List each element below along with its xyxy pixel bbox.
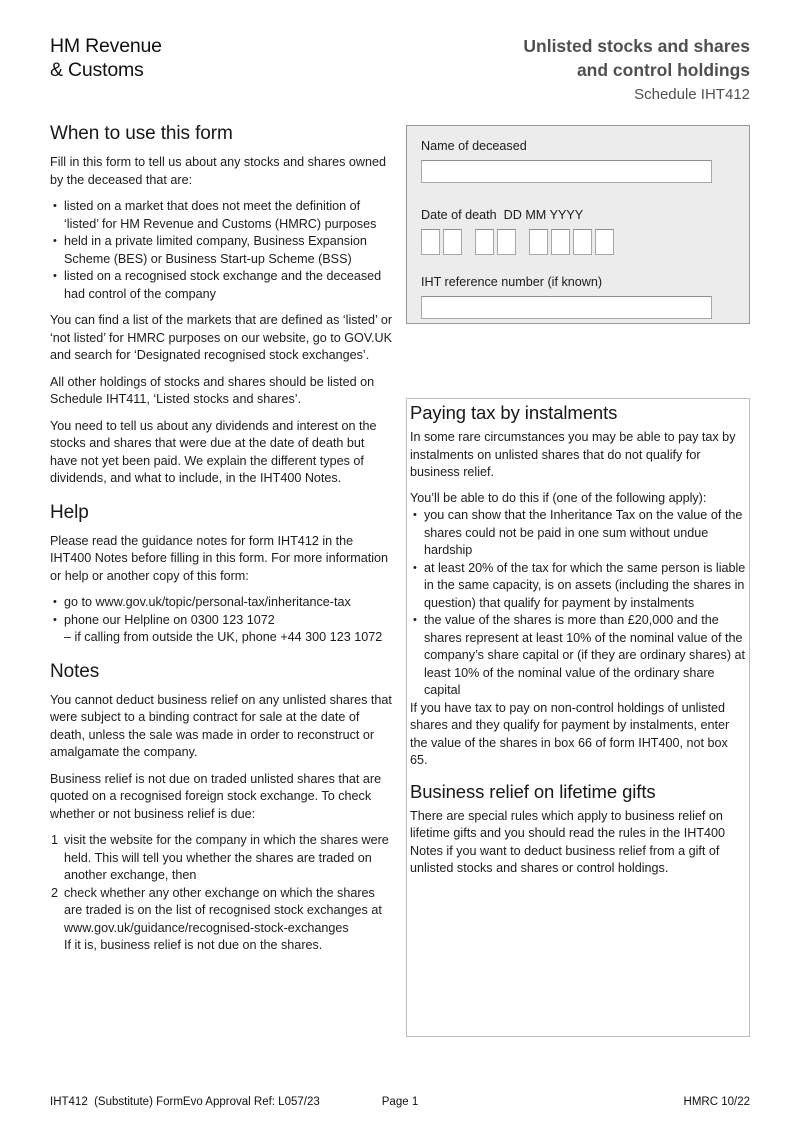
section-heading: When to use this form	[50, 123, 233, 144]
paragraph: In some rare circumstances you may be able to pay tax by instalments on unlisted shares that do not qualify for business relief.	[410, 430, 736, 479]
bullet-item: • held in a private limited company, Business Expansion Scheme (BES) or Business Start-up Scheme (BSS)	[50, 233, 394, 268]
date-year-digit1[interactable]	[529, 229, 548, 255]
bullet-item: • at least 20% of the tax for which the same person is liable in the same capacity, is on assets (including the shares in question) that qualify for payment by instalments	[410, 560, 746, 613]
name-of-deceased-label: Name of deceased	[421, 139, 527, 153]
title-line2: and control holdings	[576, 60, 750, 80]
left-column	[50, 120, 394, 968]
date-day-digit2[interactable]	[443, 229, 462, 255]
page-footer	[50, 1096, 750, 1112]
item-number: 1	[51, 833, 59, 847]
paragraph: If you have tax to pay on non-control holdings of unlisted shares and they qualify for payment by instalments, enter the value of the shares in box 66 of form IHT400, not box 65.	[410, 700, 730, 767]
date-year-digit2[interactable]	[551, 229, 570, 255]
date-format-hint: DD MM YYYY	[503, 208, 584, 222]
footer-version: HMRC 10/22	[683, 1096, 750, 1108]
iht-reference-input[interactable]	[421, 296, 712, 319]
section-notes	[50, 660, 394, 955]
bullet-item: • the value of the shares is more than £20,000 and the shares represent at least 10% of the nominal value of the company’s share capital or (if they are ordinary shares) at least 10% of the nominal value of the ordinary share capital	[410, 612, 746, 700]
bullet-item: • listed on a market that does not meet the definition of ‘listed’ for HM Revenue and Customs (HMRC) purposes	[50, 198, 394, 233]
logo-line1: HM Revenue	[50, 35, 162, 57]
paragraph: Please read the guidance notes for form IHT412 in the IHT400 Notes before filling in this form. For more information or help or another copy of this form:	[50, 533, 389, 583]
section-heading: Paying tax by instalments	[410, 402, 618, 423]
date-day-digit1[interactable]	[421, 229, 440, 255]
date-of-death-inputs	[421, 229, 735, 255]
item-text-continued: If it is, business relief is not due on the shares.	[64, 938, 323, 952]
bullet-item: • go to www.gov.uk/topic/personal-tax/inheritance-tax	[50, 594, 394, 612]
paragraph: You need to tell us about any dividends and interest on the stocks and shares that were due at the date of death but have not yet been paid. We explain the different types of dividends, and what to include, in the IHT400 Notes.	[50, 418, 377, 485]
spacer	[421, 183, 735, 208]
section-help	[50, 501, 394, 647]
section-when-to-use	[50, 122, 394, 488]
numbered-item	[50, 885, 394, 955]
section-heading: Notes	[50, 660, 100, 682]
paragraph: There are special rules which apply to business relief on lifetime gifts and you should read the rules in the IHT400 Notes if you want to deduct business relief from a gift of unlisted stocks and shares or control holdings.	[410, 808, 726, 875]
footer-page-number: Page 1	[381, 1096, 419, 1108]
bullet-list	[50, 198, 394, 303]
footer-form-reference: IHT412 (Substitute) FormEvo Approval Ref: L057/23	[50, 1096, 320, 1108]
paragraph: You cannot deduct business relief on any unlisted shares that were subject to a binding contract for sale at the date of death, unless the sale was made in order to reconstruct or amalgamate the company.	[50, 692, 392, 759]
numbered-list	[50, 832, 394, 955]
bullet-list	[50, 594, 394, 647]
title-line1: Unlisted stocks and shares	[523, 36, 750, 56]
bullet-item: • you can show that the Inheritance Tax on the value of the shares could not be paid in one sum without undue hardship	[410, 507, 746, 560]
bullet-item: • listed on a recognised stock exchange and the deceased had control of the company	[50, 268, 394, 303]
helpline-intl-text: – if calling from outside the UK, phone +44 300 123 1072	[64, 630, 383, 644]
date-month-group	[475, 229, 516, 255]
hmrc-logo	[50, 34, 162, 82]
document-title	[523, 34, 750, 107]
date-year-digit3[interactable]	[573, 229, 592, 255]
paragraph: All other holdings of stocks and shares should be listed on Schedule IHT411, ‘Listed stocks and shares’.	[50, 374, 375, 406]
deceased-details-box	[406, 125, 750, 324]
name-of-deceased-input[interactable]	[421, 160, 712, 183]
paragraph: Business relief is not due on traded unlisted shares that are quoted on a recognised foreign stock exchange. To check whether or not business relief is due:	[50, 771, 382, 821]
date-of-death-label	[421, 208, 735, 222]
numbered-item	[50, 832, 394, 885]
paragraph: Fill in this form to tell us about any stocks and shares owned by the deceased that are:	[50, 155, 386, 187]
section-heading: Business relief on lifetime gifts	[410, 780, 656, 802]
item-text: check whether any other exchange on which the shares are traded is on the list of recognised stock exchanges at www.gov.uk/guidance/recognised-stock-exchanges	[64, 885, 382, 935]
date-year-group	[529, 229, 614, 255]
item-text: visit the website for the company in which the shares were held. This will tell you whether the shares are traded on another exchange, then	[64, 833, 389, 882]
paragraph: You can find a list of the markets that are defined as ‘listed’ or ‘not listed’ for HMRC purposes on our website, go to GOV.UK and search for ‘Designated recognised stock exchanges’.	[50, 313, 393, 362]
section-heading: Help	[50, 501, 89, 523]
paragraph: You’ll be able to do this if (one of the following apply):	[410, 490, 707, 505]
helpline-text: phone our Helpline on 0300 123 1072	[64, 612, 275, 627]
instalments-info-box	[406, 398, 750, 1037]
date-month-digit1[interactable]	[475, 229, 494, 255]
date-month-digit2[interactable]	[497, 229, 516, 255]
bullet-item	[50, 612, 394, 647]
date-day-group	[421, 229, 462, 255]
schedule-number: Schedule IHT412	[634, 86, 750, 103]
bullet-list	[410, 507, 746, 700]
item-number: 2	[51, 885, 59, 900]
date-year-digit4[interactable]	[595, 229, 614, 255]
iht-reference-label: IHT reference number (if known)	[421, 275, 603, 289]
date-label-text: Date of death	[421, 208, 497, 222]
logo-line2: & Customs	[50, 59, 144, 81]
spacer	[421, 255, 735, 275]
